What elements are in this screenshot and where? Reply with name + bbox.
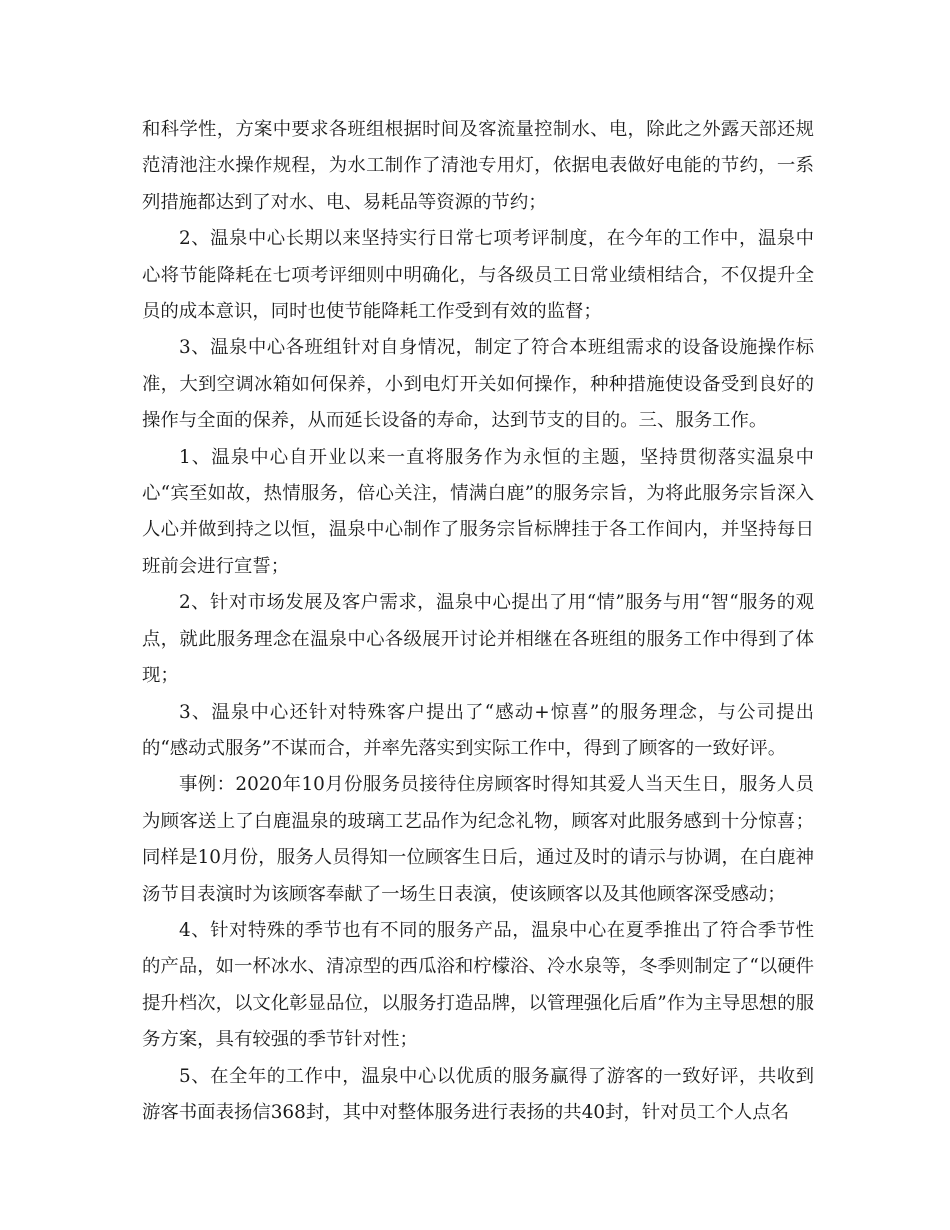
paragraph-7: 事例：2020年10月份服务员接待住房顾客时得知其爱人当天生日，服务人员为顾客送上了白鹿温泉的玻璃工艺品作为纪念礼物，顾客对此服务感到十分惊喜；同样是10月份，服务人员得知一位顾客生日后，通过及时的请示与协调，在白鹿神汤节目表演时为该顾客奉献了一场生日表演，使该顾客以及其他顾客深受感动； xyxy=(142,774,814,905)
paragraph-5: 2、针对市场发展及客户需求，温泉中心提出了用“情”服务与用“智“服务的观点，就此服务理念在温泉中心各级展开讨论并相继在各班组的服务工作中得到了体现； xyxy=(142,592,814,687)
paragraph-8: 4、针对特殊的季节也有不同的服务产品，温泉中心在夏季推出了符合季节性的产品，如一杯冰水、清凉型的西瓜浴和柠檬浴、冷水泉等，冬季则制定了“以硬件提升档次，以文化彰显品位，以服务打造品牌，以管理强化后盾”作为主导思想的服务方案，具有较强的季节针对性； xyxy=(142,919,814,1051)
document-body xyxy=(142,112,814,1131)
paragraph-3: 3、温泉中心各班组针对自身情况，制定了符合本班组需求的设备设施操作标准，大到空调冰箱如何保养，小到电灯开关如何操作，种种措施使设备受到良好的操作与全面的保养，从而延长设备的寿命，达到节支的目的。三、服务工作。 xyxy=(142,337,814,432)
paragraph-4: 1、温泉中心自开业以来一直将服务作为永恒的主题，坚持贯彻落实温泉中心“宾至如故，热情服务，倍心关注，情满白鹿”的服务宗旨，为将此服务宗旨深入人心并做到持之以恒，温泉中心制作了服务宗旨标牌挂于各工作间内，并坚持每日班前会进行宣誓； xyxy=(142,446,814,577)
paragraph-2: 2、温泉中心长期以来坚持实行日常七项考评制度，在今年的工作中，温泉中心将节能降耗在七项考评细则中明确化，与各级员工日常业绩相结合，不仅提升全员的成本意识，同时也使节能降耗工作受到有效的监督； xyxy=(142,228,814,323)
paragraph-1: 和科学性，方案中要求各班组根据时间及客流量控制水、电，除此之外露天部还规范清池注水操作规程，为水工制作了清池专用灯，依据电表做好电能的节约，一系列措施都达到了对水、电、易耗品等资源的节约； xyxy=(142,119,814,213)
paragraph-6: 3、温泉中心还针对特殊客户提出了“感动+惊喜”的服务理念，与公司提出的“感动式服务”不谋而合，并率先落实到实际工作中，得到了顾客的一致好评。 xyxy=(142,701,814,759)
paragraph-9: 5、在全年的工作中，温泉中心以优质的服务赢得了游客的一致好评，共收到游客书面表扬信368封，其中对整体服务进行表扬的共40封，针对员工个人点名 xyxy=(142,1065,814,1123)
